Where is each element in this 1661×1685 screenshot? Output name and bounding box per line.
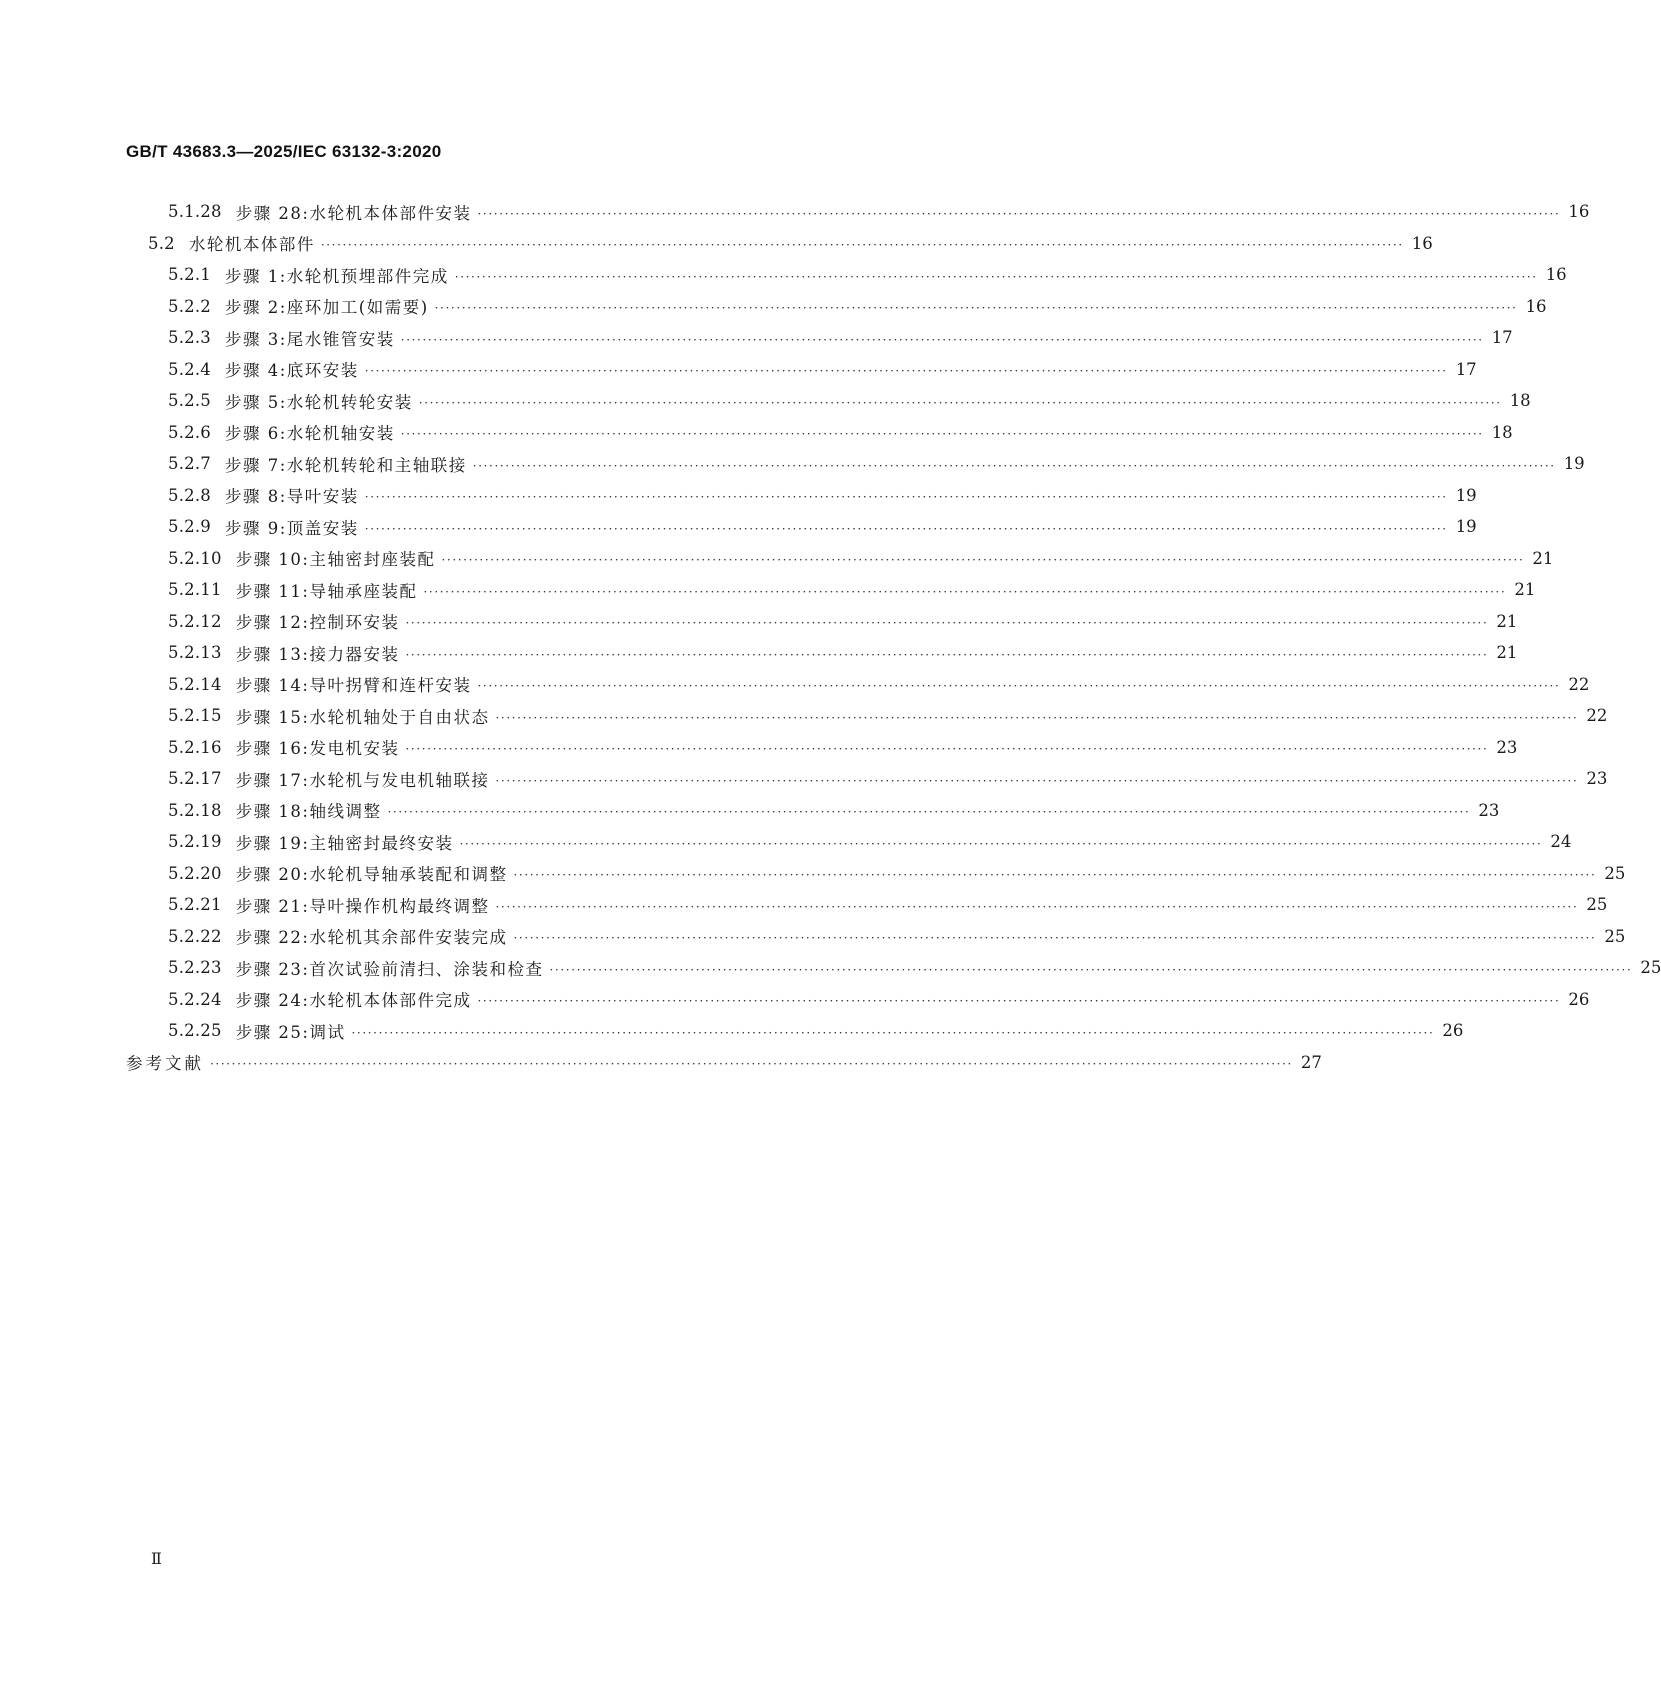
toc-entry-title: 步骤 11:导轴承座装配 [235,581,418,601]
toc-entry-page: 21 [1496,643,1518,663]
toc-entry-number: 5.2.14 [168,674,222,694]
toc-entry[interactable] [126,196,1590,228]
toc-entry-number: 5.2.15 [168,706,222,726]
toc-entry[interactable] [126,480,1477,512]
toc-entry-title: 步骤 1:水轮机预埋部件完成 [224,266,449,286]
toc-entry-number: 5.2.6 [168,422,211,442]
toc-entry-title: 参考文献 [126,1054,204,1074]
toc-entry-number: 5.2.4 [168,359,211,379]
toc-dot-leader: ········································································································································································································ [472,458,1556,473]
toc-entry-title: 步骤 22:水轮机其余部件安装完成 [235,928,508,948]
toc-entry-page: 25 [1640,958,1661,978]
toc-entry[interactable] [126,1047,1322,1079]
toc-dot-leader: ········································································································································································································ [405,742,1489,757]
toc-entry-number: 5.2.18 [168,800,222,820]
toc-entry[interactable] [126,354,1477,386]
toc-entry-number: 5.2.16 [168,737,222,757]
toc-entry-page: 25 [1604,863,1626,883]
toc-entry-title: 步骤 14:导叶拐臂和连杆安装 [235,676,472,696]
toc-dot-leader: ········································································································································································································ [364,364,1448,379]
toc-entry-title: 步骤 5:水轮机转轮安装 [224,392,413,412]
toc-entry-number: 5.2.22 [168,926,222,946]
toc-entry[interactable] [126,448,1585,480]
toc-dot-leader: ········································································································································································································ [423,584,1507,599]
toc-entry-page: 23 [1586,769,1608,789]
toc-entry-page: 22 [1586,706,1608,726]
toc-entry[interactable] [126,732,1518,764]
toc-entry[interactable] [126,889,1608,921]
toc-entry-title: 步骤 21:导叶操作机构最终调整 [235,896,490,916]
toc-entry-page: 21 [1496,611,1518,631]
toc-dot-leader: ········································································································································································································ [495,710,1579,725]
toc-entry-number: 5.2.2 [168,296,211,316]
toc-dot-leader: ········································································································································································································ [513,868,1597,883]
toc-entry[interactable] [126,259,1567,291]
toc-entry-page: 21 [1514,580,1536,600]
toc-dot-leader: ········································································································································································································ [418,395,1502,410]
toc-entry-page: 16 [1525,296,1547,316]
toc-entry-title: 步骤 25:调试 [235,1022,346,1042]
toc-entry-page: 25 [1604,926,1626,946]
toc-dot-leader: ········································································································································································································ [477,206,1561,221]
toc-entry[interactable] [126,322,1513,354]
toc-entry-page: 18 [1509,391,1531,411]
toc-dot-leader: ········································································································································································································ [364,490,1448,505]
toc-entry[interactable] [126,763,1608,795]
toc-entry-title: 步骤 20:水轮机导轴承装配和调整 [235,865,508,885]
toc-entry-title: 步骤 2:座环加工(如需要) [224,298,429,318]
toc-entry-page: 16 [1411,233,1433,253]
toc-entry[interactable] [126,543,1554,575]
toc-dot-leader: ········································································································································································································ [459,836,1543,851]
toc-entry-title: 步骤 10:主轴密封座装配 [235,550,436,570]
toc-entry[interactable] [126,858,1626,890]
toc-entry[interactable] [126,1015,1464,1047]
toc-entry-number: 5.2.13 [168,643,222,663]
toc-entry-number: 5.2.17 [168,769,222,789]
toc-entry-page: 23 [1478,800,1500,820]
toc-entry-page: 19 [1455,517,1477,537]
toc-dot-leader: ········································································································································································································ [454,269,1538,284]
toc-entry-title: 步骤 18:轴线调整 [235,802,382,822]
toc-entry[interactable] [126,795,1500,827]
toc-entry-page: 26 [1568,989,1590,1009]
toc-entry-number: 5.2.1 [168,265,211,285]
toc-dot-leader: ········································································································································································································ [434,301,1518,316]
toc-entry[interactable] [126,984,1590,1016]
toc-entry-page: 24 [1550,832,1572,852]
toc-entry-page: 18 [1491,422,1513,442]
toc-entry-number: 5.2.12 [168,611,222,631]
toc-entry-number: 5.2.8 [168,485,211,505]
toc-entry-title: 步骤 19:主轴密封最终安装 [235,833,454,853]
toc-entry-title: 步骤 28:水轮机本体部件安装 [235,203,472,223]
toc-entry-number: 5.2.20 [168,863,222,883]
toc-entry-title: 步骤 7:水轮机转轮和主轴联接 [224,455,467,475]
toc-entry-page: 16 [1545,265,1567,285]
toc-dot-leader: ········································································································································································································ [364,521,1448,536]
toc-entry[interactable] [126,511,1477,543]
toc-dot-leader: ········································································································································································································ [351,1025,1435,1040]
toc-dot-leader: ········································································································································································································ [477,994,1561,1009]
toc-entry-title: 步骤 4:底环安装 [224,361,359,381]
toc-entry-page: 19 [1455,485,1477,505]
toc-entry-title: 水轮机本体部件 [188,235,315,255]
toc-entry-title: 步骤 17:水轮机与发电机轴联接 [235,770,490,790]
toc-dot-leader: ········································································································································································································ [495,773,1579,788]
toc-entry[interactable] [126,606,1518,638]
toc-entry[interactable] [126,700,1608,732]
toc-entry-page: 17 [1455,359,1477,379]
toc-dot-leader: ········································································································································································································ [495,899,1579,914]
toc-entry-number: 5.2.10 [168,548,222,568]
table-of-contents [126,196,1661,1078]
toc-entry-title: 步骤 3:尾水锥管安装 [224,329,395,349]
toc-entry[interactable] [126,291,1547,323]
toc-dot-leader: ········································································································································································································ [400,332,1484,347]
toc-dot-leader: ········································································································································································································ [400,427,1484,442]
toc-entry-number: 5.2.24 [168,989,222,1009]
toc-entry-page: 23 [1496,737,1518,757]
toc-entry[interactable] [126,637,1518,669]
toc-entry-number: 5.2.21 [168,895,222,915]
toc-entry-title: 步骤 13:接力器安装 [235,644,400,664]
toc-entry[interactable] [126,952,1661,984]
toc-dot-leader: ········································································································································································································ [405,647,1489,662]
toc-entry[interactable] [126,826,1572,858]
toc-entry-page: 26 [1442,1021,1464,1041]
toc-entry-number: 5.2.9 [168,517,211,537]
toc-entry-number: 5.2.7 [168,454,211,474]
toc-dot-leader: ········································································································································································································ [405,616,1489,631]
toc-entry-page: 19 [1563,454,1585,474]
toc-entry-number: 5.2.19 [168,832,222,852]
toc-dot-leader: ········································································································································································································ [210,1057,1293,1072]
toc-entry-title: 步骤 9:顶盖安装 [224,518,359,538]
toc-entry-title: 步骤 6:水轮机轴安装 [224,424,395,444]
toc-dot-leader: ········································································································································································································ [320,238,1404,253]
toc-dot-leader: ········································································································································································································ [513,931,1597,946]
toc-dot-leader: ········································································································································································································ [549,962,1633,977]
toc-entry-page: 25 [1586,895,1608,915]
toc-entry[interactable] [126,385,1531,417]
toc-entry-number: 5.2.23 [168,958,222,978]
toc-entry-page: 16 [1568,202,1590,222]
toc-entry-title: 步骤 24:水轮机本体部件完成 [235,991,472,1011]
toc-entry-page: 17 [1491,328,1513,348]
toc-entry[interactable] [126,417,1513,449]
toc-entry-number: 5.1.28 [168,202,222,222]
toc-entry-page: 22 [1568,674,1590,694]
toc-dot-leader: ········································································································································································································ [387,805,1471,820]
toc-entry[interactable] [126,669,1590,701]
toc-entry-number: 5.2 [148,233,175,253]
toc-entry-page: 27 [1300,1052,1322,1072]
toc-entry-title: 步骤 12:控制环安装 [235,613,400,633]
toc-entry-number: 5.2.25 [168,1021,222,1041]
toc-dot-leader: ········································································································································································································ [441,553,1525,568]
toc-entry-number: 5.2.11 [168,580,222,600]
toc-entry[interactable] [126,921,1626,953]
page-number-footer: Ⅱ [151,1549,162,1568]
toc-entry-title: 步骤 8:导叶安装 [224,487,359,507]
toc-entry[interactable] [126,574,1536,606]
toc-entry-title: 步骤 15:水轮机轴处于自由状态 [235,707,490,727]
toc-entry-page: 21 [1532,548,1554,568]
toc-dot-leader: ········································································································································································································ [477,679,1561,694]
standard-number-header: GB/T 43683.3—2025/IEC 63132-3:2020 [126,142,442,161]
toc-entry[interactable] [126,228,1433,260]
toc-entry-title: 步骤 16:发电机安装 [235,739,400,759]
toc-entry-title: 步骤 23:首次试验前清扫、涂装和检查 [235,959,544,979]
toc-entry-number: 5.2.3 [168,328,211,348]
toc-entry-number: 5.2.5 [168,391,211,411]
